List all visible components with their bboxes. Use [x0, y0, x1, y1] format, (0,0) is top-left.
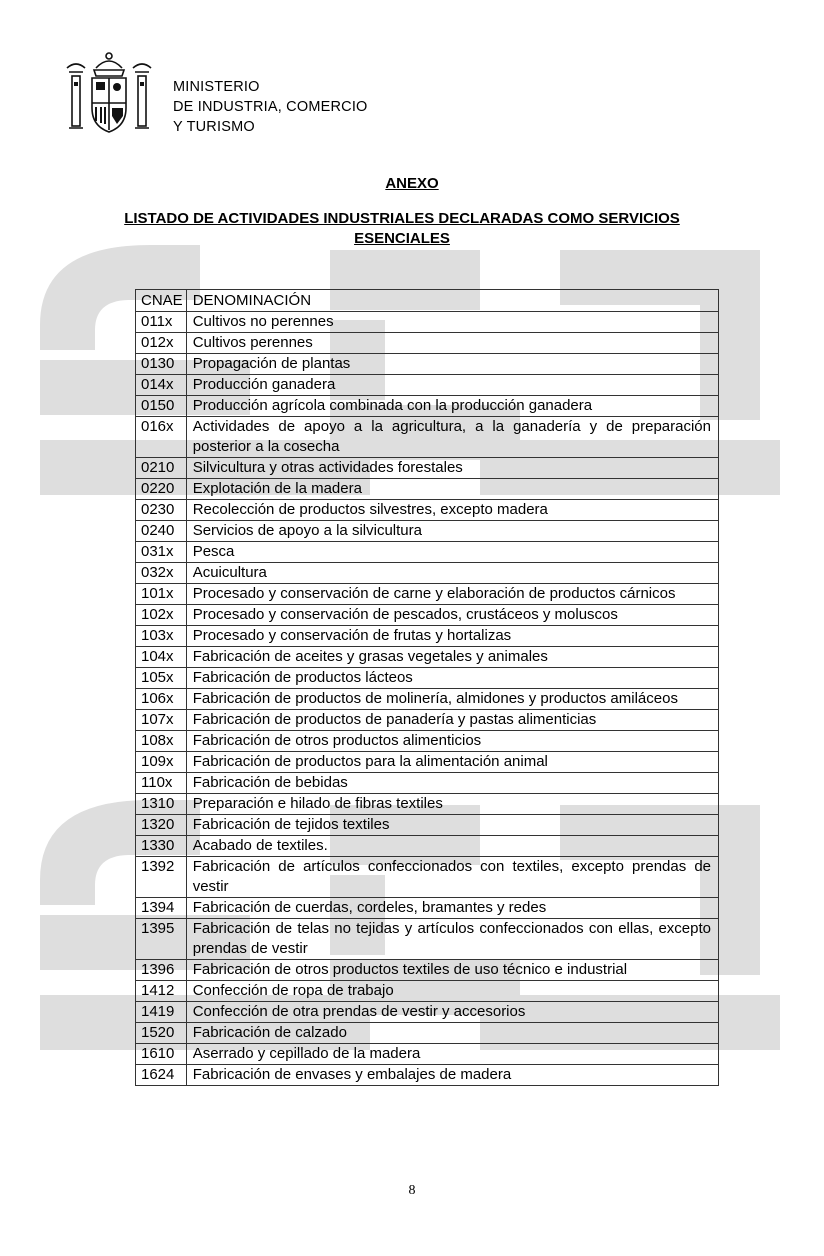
table-row — [136, 312, 719, 333]
cnae-code: 0220 — [136, 479, 187, 500]
activity-name: Actividades de apoyo a la agricultura, a la ganadería y de preparación posterior a la cosecha — [186, 417, 718, 458]
activity-name: Recolección de productos silvestres, excepto madera — [186, 500, 718, 521]
table-row — [136, 1044, 719, 1065]
activity-name: Procesado y conservación de frutas y hortalizas — [186, 626, 718, 647]
activity-name: Cultivos perennes — [186, 333, 718, 354]
cnae-code: 103x — [136, 626, 187, 647]
table-row — [136, 417, 719, 458]
ministry-line: Y TURISMO — [173, 119, 255, 135]
cnae-code: 104x — [136, 647, 187, 668]
activity-name: Acuicultura — [186, 563, 718, 584]
activity-name: Fabricación de envases y embalajes de madera — [186, 1065, 718, 1086]
activity-name: Acabado de textiles. — [186, 836, 718, 857]
cnae-code: 1412 — [136, 981, 187, 1002]
activity-name: Fabricación de artículos confeccionados con textiles, excepto prendas de vestir — [186, 857, 718, 898]
activity-name: Procesado y conservación de carne y elaboración de productos cárnicos — [186, 584, 718, 605]
table-row — [136, 981, 719, 1002]
cnae-code: 105x — [136, 668, 187, 689]
activity-name: Fabricación de calzado — [186, 1023, 718, 1044]
cnae-code: 0130 — [136, 354, 187, 375]
cnae-code: 110x — [136, 773, 187, 794]
table-header-row — [136, 290, 719, 312]
table-row — [136, 752, 719, 773]
cnae-code: 109x — [136, 752, 187, 773]
table-row — [136, 563, 719, 584]
list-title — [82, 209, 722, 249]
table-row — [136, 794, 719, 815]
activity-name: Fabricación de otros productos textiles de uso técnico e industrial — [186, 960, 718, 981]
table-row — [136, 354, 719, 375]
activity-name: Pesca — [186, 542, 718, 563]
ministry-line: MINISTERIO — [173, 79, 260, 95]
list-title-line: LISTADO DE ACTIVIDADES INDUSTRIALES DECLARADAS COMO SERVICIOS — [124, 210, 680, 227]
cnae-code: 1624 — [136, 1065, 187, 1086]
cnae-code: 1610 — [136, 1044, 187, 1065]
table-row — [136, 689, 719, 710]
activity-name: Fabricación de telas no tejidas y artículos confeccionados con ellas, excepto prendas de vestir — [186, 919, 718, 960]
ministry-line: DE INDUSTRIA, COMERCIO — [173, 99, 368, 115]
activity-name: Servicios de apoyo a la silvicultura — [186, 521, 718, 542]
table-row — [136, 605, 719, 626]
list-title-line: ESENCIALES — [354, 230, 450, 247]
table-row — [136, 521, 719, 542]
cnae-code: 014x — [136, 375, 187, 396]
cnae-code: 0240 — [136, 521, 187, 542]
activity-name: Fabricación de productos para la alimentación animal — [186, 752, 718, 773]
table-row — [136, 898, 719, 919]
table-row — [136, 836, 719, 857]
cnae-code: 0150 — [136, 396, 187, 417]
table-row — [136, 1002, 719, 1023]
cnae-code: 1310 — [136, 794, 187, 815]
table-row — [136, 458, 719, 479]
activity-name: Fabricación de bebidas — [186, 773, 718, 794]
activity-name: Fabricación de aceites y grasas vegetales y animales — [186, 647, 718, 668]
cnae-code: 1330 — [136, 836, 187, 857]
spanish-coat-of-arms-icon — [62, 46, 156, 142]
activity-name: Procesado y conservación de pescados, crustáceos y moluscos — [186, 605, 718, 626]
activity-name: Fabricación de productos lácteos — [186, 668, 718, 689]
table-row — [136, 479, 719, 500]
cnae-code: 031x — [136, 542, 187, 563]
cnae-code: 016x — [136, 417, 187, 458]
cnae-code: 011x — [136, 312, 187, 333]
cnae-code: 0230 — [136, 500, 187, 521]
cnae-code: 1520 — [136, 1023, 187, 1044]
table-row — [136, 773, 719, 794]
annex-title: ANEXO — [385, 175, 439, 192]
cnae-code: 107x — [136, 710, 187, 731]
table-row — [136, 375, 719, 396]
table-row — [136, 857, 719, 898]
ministry-name — [173, 77, 368, 137]
table-row — [136, 668, 719, 689]
table-row — [136, 919, 719, 960]
column-header-cnae: CNAE — [136, 290, 187, 312]
table-row — [136, 710, 719, 731]
cnae-code: 032x — [136, 563, 187, 584]
table-row — [136, 647, 719, 668]
cnae-code: 1419 — [136, 1002, 187, 1023]
activity-name: Propagación de plantas — [186, 354, 718, 375]
activities-table — [135, 289, 719, 1086]
cnae-code: 1396 — [136, 960, 187, 981]
activity-name: Confección de otra prendas de vestir y accesorios — [186, 1002, 718, 1023]
cnae-code: 106x — [136, 689, 187, 710]
table-row — [136, 815, 719, 836]
cnae-code: 1394 — [136, 898, 187, 919]
activity-name: Cultivos no perennes — [186, 312, 718, 333]
page-number: 8 — [408, 1183, 416, 1198]
column-header-denominacion: DENOMINACIÓN — [186, 290, 718, 312]
table-row — [136, 542, 719, 563]
cnae-code: 1395 — [136, 919, 187, 960]
activity-name: Fabricación de cuerdas, cordeles, bramantes y redes — [186, 898, 718, 919]
table-row — [136, 500, 719, 521]
activity-name: Producción agrícola combinada con la producción ganadera — [186, 396, 718, 417]
cnae-code: 1392 — [136, 857, 187, 898]
table-row — [136, 396, 719, 417]
cnae-code: 012x — [136, 333, 187, 354]
cnae-code: 102x — [136, 605, 187, 626]
cnae-code: 0210 — [136, 458, 187, 479]
table-row — [136, 333, 719, 354]
table-row — [136, 626, 719, 647]
activity-name: Confección de ropa de trabajo — [186, 981, 718, 1002]
cnae-code: 1320 — [136, 815, 187, 836]
table-row — [136, 1065, 719, 1086]
table-row — [136, 584, 719, 605]
activity-name: Silvicultura y otras actividades forestales — [186, 458, 718, 479]
activity-name: Producción ganadera — [186, 375, 718, 396]
activity-name: Fabricación de otros productos alimenticios — [186, 731, 718, 752]
table-row — [136, 731, 719, 752]
cnae-code: 108x — [136, 731, 187, 752]
activity-name: Aserrado y cepillado de la madera — [186, 1044, 718, 1065]
activity-name: Fabricación de productos de panadería y pastas alimenticias — [186, 710, 718, 731]
table-row — [136, 1023, 719, 1044]
activity-name: Explotación de la madera — [186, 479, 718, 500]
activity-name: Preparación e hilado de fibras textiles — [186, 794, 718, 815]
activity-name: Fabricación de tejidos textiles — [186, 815, 718, 836]
table-row — [136, 960, 719, 981]
activity-name: Fabricación de productos de molinería, almidones y productos amiláceos — [186, 689, 718, 710]
cnae-code: 101x — [136, 584, 187, 605]
